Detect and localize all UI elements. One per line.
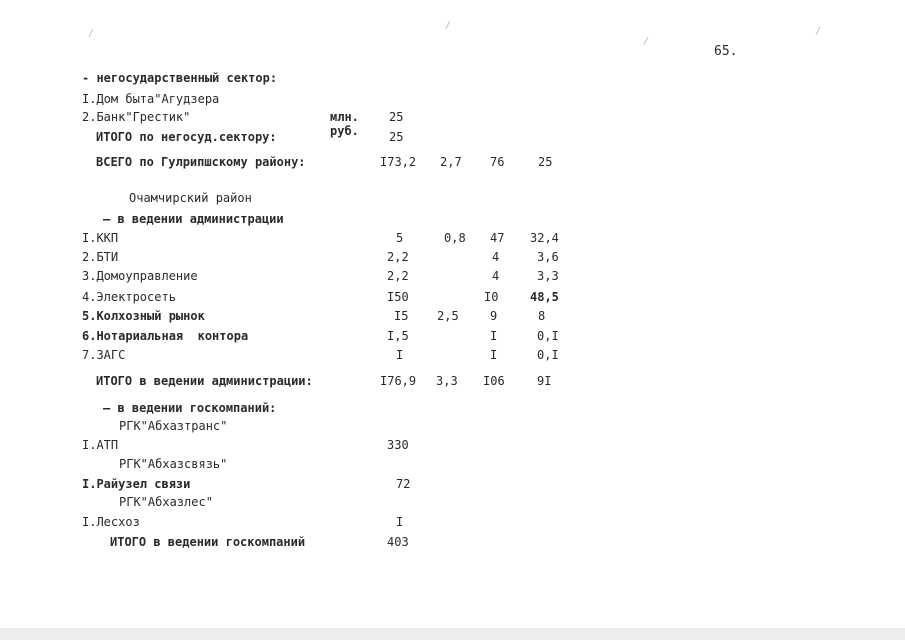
- row-label: 7.ЗАГС: [82, 348, 126, 362]
- grand-total-label: ВСЕГО по Гулрипшскому району:: [96, 155, 306, 169]
- value-cell: 9: [490, 309, 498, 323]
- company-name: РГК"Абхазтранс": [119, 419, 228, 433]
- nonstate-header: - негосударственный сектор:: [82, 71, 278, 85]
- value-cell: 2,5: [437, 309, 459, 323]
- value-cell: I5: [394, 309, 409, 323]
- value-cell: I: [396, 515, 404, 529]
- value-cell: 9I: [537, 374, 552, 388]
- value-cell: 4: [492, 269, 500, 283]
- row-label: I.Дом быта"Агудзера: [82, 92, 220, 106]
- row-label: 2.БТИ: [82, 250, 119, 264]
- margin-mark: /: [445, 20, 452, 31]
- value-cell: 2,2: [387, 269, 409, 283]
- value-cell: I50: [387, 290, 409, 304]
- value-cell: 25: [538, 155, 553, 169]
- unit-label: млн.: [330, 110, 359, 124]
- value-cell: 4: [492, 250, 500, 264]
- value-cell: I,5: [387, 329, 409, 343]
- value-cell: 3,3: [436, 374, 458, 388]
- value-cell: I: [490, 348, 498, 362]
- value-cell: 72: [396, 477, 411, 491]
- value-cell: 5: [396, 231, 404, 245]
- value-cell: 0,I: [537, 348, 559, 362]
- value-cell: 3,3: [537, 269, 559, 283]
- value-cell: 25: [389, 110, 404, 124]
- row-label: I.Лесхоз: [82, 515, 140, 529]
- margin-mark: /: [643, 36, 650, 47]
- value-cell: 0,8: [444, 231, 466, 245]
- value-cell: I: [396, 348, 404, 362]
- subtotal-label: ИТОГО в ведении госкомпаний: [110, 535, 306, 549]
- district-title: Очамчирский район: [129, 191, 252, 205]
- value-cell: 2,7: [440, 155, 462, 169]
- value-cell: I73,2: [380, 155, 417, 169]
- state-header: – в ведении госкомпаний:: [103, 401, 277, 415]
- row-label: I.Райузел связи: [82, 477, 191, 491]
- scan-edge: [0, 628, 905, 640]
- value-cell: 32,4: [530, 231, 559, 245]
- value-cell: 403: [387, 535, 409, 549]
- unit-label: руб.: [330, 124, 359, 138]
- value-cell: 2,2: [387, 250, 409, 264]
- company-name: РГК"Абхазлес": [119, 495, 213, 509]
- row-label: 4.Электросеть: [82, 290, 176, 304]
- subtotal-label: ИТОГО в ведении администрации:: [96, 374, 313, 388]
- row-label: I.ККП: [82, 231, 119, 245]
- value-cell: 0,I: [537, 329, 559, 343]
- value-cell: I06: [483, 374, 505, 388]
- subtotal-label: ИТОГО по негосуд.сектору:: [96, 130, 277, 144]
- page-number: 65.: [714, 44, 738, 59]
- value-cell: 3,6: [537, 250, 559, 264]
- value-cell: 76: [490, 155, 505, 169]
- value-cell: I76,9: [380, 374, 417, 388]
- row-label: 5.Колхозный рынок: [82, 309, 205, 323]
- value-cell: I0: [484, 290, 499, 304]
- margin-mark: /: [815, 26, 822, 37]
- row-label: 6.Нотариальная контора: [82, 329, 249, 343]
- margin-mark: /: [88, 28, 95, 39]
- value-cell: 48,5: [530, 290, 559, 304]
- value-cell: 47: [490, 231, 505, 245]
- company-name: РГК"Абхазсвязь": [119, 457, 228, 471]
- value-cell: 25: [389, 130, 404, 144]
- value-cell: I: [490, 329, 498, 343]
- row-label: I.АТП: [82, 438, 119, 452]
- admin-header: – в ведении администрации: [103, 212, 284, 226]
- row-label: 2.Банк"Грестик": [82, 110, 191, 124]
- row-label: 3.Домоуправление: [82, 269, 198, 283]
- value-cell: 8: [538, 309, 546, 323]
- value-cell: 330: [387, 438, 409, 452]
